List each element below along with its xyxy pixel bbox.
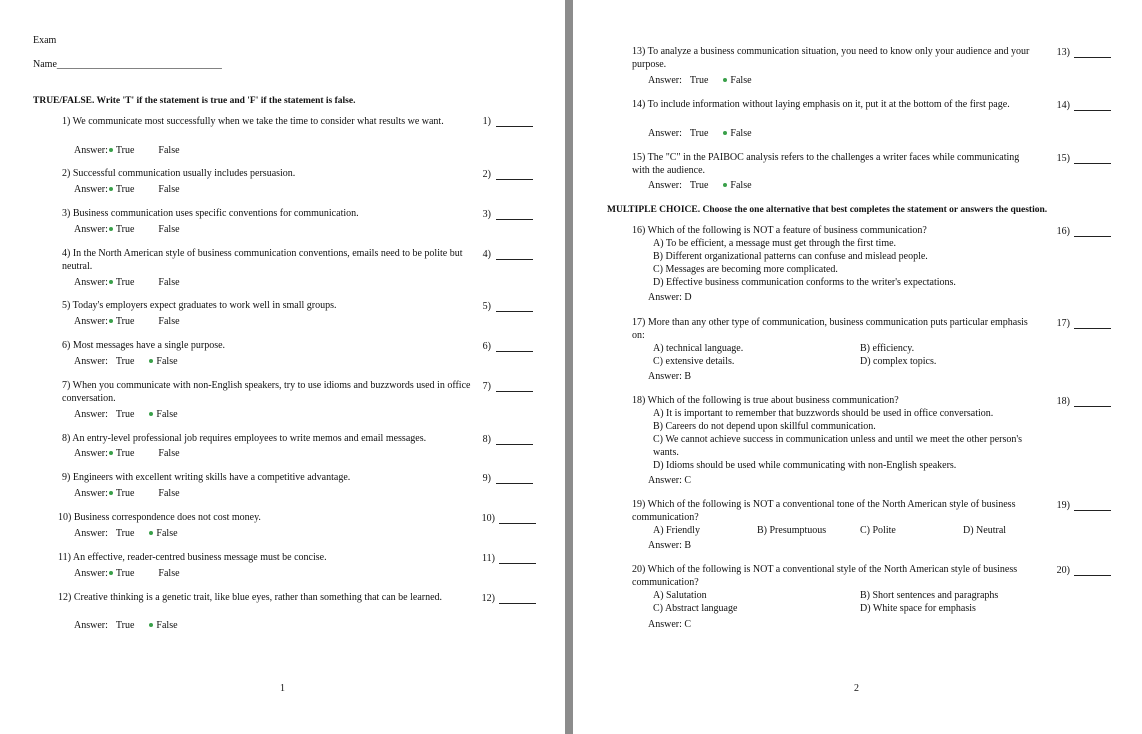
answer-blank[interactable] [1074,406,1111,407]
selected-answer-dot-icon [109,280,113,284]
question-margin-number: 9) [482,473,491,484]
answer-blank[interactable] [496,391,533,392]
option-c: C) Abstract language [653,603,738,614]
question-text: An entry-level professional job requires employees to write memos and email messages. [72,433,427,444]
true-false-section-header: TRUE/FALSE. Write 'T' if the statement is true and 'F' if the statement is false. [33,96,356,106]
answer-blank[interactable] [499,603,536,604]
question-number: 10) [58,512,72,523]
answer-line [74,619,178,632]
answer-label: Answer: [648,128,682,139]
option-d: D) White space for emphasis [860,603,976,614]
answer-blank[interactable] [496,444,533,445]
question-margin-number: 13) [1056,47,1070,58]
question-text: Most messages have a single purpose. [72,340,226,351]
selected-answer-dot-icon [109,187,113,191]
page-number: 1 [280,683,285,694]
option-b: B) Presumptuous [757,525,827,536]
answer-blank[interactable] [499,523,536,524]
question-number: 5) [62,300,71,311]
option-a: A) Salutation [653,590,707,601]
exam-page-2 [573,0,1142,734]
answer-line [648,127,752,140]
false-option: False [158,568,180,579]
answer-line [74,355,178,368]
answer-blank[interactable] [496,219,533,220]
exam-page-1 [0,0,565,734]
answer-blank[interactable] [1074,510,1111,511]
answer-line [74,144,180,157]
selected-answer-dot-icon [149,412,153,416]
question-number: 4) [62,248,71,259]
question-number: 8) [62,433,71,444]
question-margin-number: 3) [482,209,491,220]
answer-blank[interactable] [1074,328,1111,329]
answer-label: Answer: [74,277,108,288]
answer-line: Answer: B [648,540,692,551]
false-option: False [156,620,178,631]
answer-label: Answer: [74,448,108,459]
answer-blank[interactable] [1074,575,1111,576]
question-margin-number: 19) [1056,500,1070,511]
answer-blank[interactable] [1074,57,1111,58]
question-margin-number: 11) [482,553,495,564]
answer-line: Answer: C [648,475,692,486]
true-option: True [115,224,135,235]
answer-line: Answer: D [648,292,692,303]
selected-answer-dot-icon [149,531,153,535]
true-option: True [115,316,135,327]
true-option: True [115,620,135,631]
answer-label: Answer: [648,180,682,191]
answer-label: Answer: [74,568,108,579]
option-a: A) To be efficient, a message must get through the first time. [653,238,897,249]
question-text: An effective, reader-centred business message must be concise. [72,552,327,563]
question-text: Engineers with excellent writing skills have a competitive advantage. [72,472,351,483]
false-option: False [730,75,752,86]
question-text: Business correspondence does not cost money. [73,512,261,523]
question-margin-number: 14) [1056,100,1070,111]
question-number: 13) [632,46,646,57]
false-option: False [158,316,180,327]
question-margin-number: 17) [1056,318,1070,329]
question-text: Which of the following is true about business communication? [647,395,899,406]
false-option: False [158,184,180,195]
question-margin-number: 2) [482,169,491,180]
question-number: 3) [62,208,71,219]
option-c: C) We cannot achieve success in communication unless and until we meet the other person's wants. [653,434,1023,458]
question-margin-number: 16) [1056,226,1070,237]
selected-answer-dot-icon [109,571,113,575]
question-text: Successful communication usually includes persuasion. [72,168,296,179]
selected-answer-dot-icon [149,623,153,627]
false-option: False [730,128,752,139]
question-text: We communicate most successfully when we take the time to consider what results we want. [72,116,444,127]
question-margin-number: 4) [482,249,491,260]
answer-line [74,183,180,196]
name-field-label: Name_________________________________ [33,59,222,70]
question-number: 12) [58,592,72,603]
answer-label: Answer: [74,409,108,420]
answer-line [648,74,752,87]
question-number: 7) [62,380,71,391]
question-text: In the North American style of business communication conventions, emails need to be polite but neutral. [62,248,463,272]
false-option: False [730,180,752,191]
question-margin-number: 6) [482,341,491,352]
selected-answer-dot-icon [109,148,113,152]
answer-line [74,447,180,460]
option-c: C) Messages are becoming more complicated. [653,264,838,275]
false-option: False [156,409,178,420]
question-number: 19) [632,499,646,510]
option-d: D) Neutral [963,525,1007,536]
true-option: True [115,568,135,579]
question-margin-number: 8) [482,434,491,445]
answer-blank[interactable] [1074,236,1111,237]
answer-blank[interactable] [496,351,533,352]
question-margin-number: 10) [481,513,495,524]
question-margin-number: 12) [481,593,495,604]
answer-blank[interactable] [1074,163,1111,164]
question-margin-number: 20) [1056,565,1070,576]
true-option: True [689,75,709,86]
true-option: True [115,145,135,156]
selected-answer-dot-icon [723,131,727,135]
true-option: True [115,448,135,459]
option-c: C) extensive details. [653,356,735,367]
false-option: False [158,277,180,288]
selected-answer-dot-icon [723,78,727,82]
answer-blank[interactable] [499,563,536,564]
question-number: 6) [62,340,71,351]
true-option: True [115,356,135,367]
true-option: True [115,409,135,420]
option-d: D) complex topics. [860,356,937,367]
answer-line [74,223,180,236]
question-number: 17) [632,317,646,328]
option-a: A) Friendly [653,525,700,536]
answer-label: Answer: [74,488,108,499]
answer-blank[interactable] [496,126,533,127]
question-text: Which of the following is NOT a conventional style of the North American style of business communication? [632,564,1018,588]
true-option: True [115,528,135,539]
selected-answer-dot-icon [109,451,113,455]
question-text: Business communication uses specific conventions for communication. [72,208,359,219]
answer-line: Answer: C [648,619,692,630]
selected-answer-dot-icon [109,491,113,495]
true-option: True [115,277,135,288]
question-text: Which of the following is NOT a feature of business communication? [647,225,927,236]
option-b: B) Short sentences and paragraphs [860,590,999,601]
answer-blank[interactable] [496,483,533,484]
question-margin-number: 7) [482,381,491,392]
question-text: When you communicate with non-English speakers, try to use idioms and buzzwords used in office conversation. [62,380,471,404]
answer-label: Answer: [74,316,108,327]
answer-label: Answer: [74,528,108,539]
answer-blank[interactable] [496,259,533,260]
true-option: True [689,128,709,139]
false-option: False [158,145,180,156]
answer-line [74,487,180,500]
answer-line [648,179,752,192]
question-margin-number: 1) [482,116,491,127]
question-number: 11) [58,552,71,563]
question-text: Today's employers expect graduates to work well in small groups. [72,300,337,311]
question-margin-number: 5) [482,301,491,312]
false-option: False [158,448,180,459]
option-a: A) technical language. [653,343,744,354]
option-b: B) efficiency. [860,343,915,354]
question-margin-number: 15) [1056,153,1070,164]
question-number: 20) [632,564,646,575]
selected-answer-dot-icon [149,359,153,363]
answer-line [74,567,180,580]
selected-answer-dot-icon [109,319,113,323]
selected-answer-dot-icon [109,227,113,231]
true-option: True [115,488,135,499]
question-text: To analyze a business communication situation, you need to know only your audience and your purpose. [632,46,1030,70]
answer-blank[interactable] [496,311,533,312]
answer-label: Answer: [74,145,108,156]
answer-line [74,315,180,328]
answer-label: Answer: [74,620,108,631]
answer-line: Answer: B [648,371,692,382]
answer-line [74,276,180,289]
option-a: A) It is important to remember that buzzwords should be used in office conversation. [653,408,994,419]
option-b: B) Careers do not depend upon skillful communication. [653,421,876,432]
option-d: D) Effective business communication conforms to the writer's expectations. [653,277,956,288]
question-number: 1) [62,116,71,127]
answer-label: Answer: [74,356,108,367]
answer-line [74,408,178,421]
page-number: 2 [854,683,859,694]
answer-blank[interactable] [496,179,533,180]
question-number: 14) [632,99,646,110]
question-text: To include information without laying emphasis on it, put it at the bottom of the first page. [647,99,1010,110]
selected-answer-dot-icon [723,183,727,187]
answer-label: Answer: [74,224,108,235]
false-option: False [158,488,180,499]
exam-title: Exam [33,35,57,46]
true-option: True [689,180,709,191]
multiple-choice-section-header: MULTIPLE CHOICE. Choose the one alternative that best completes the statement or answers the question. [607,205,1048,215]
option-c: C) Polite [860,525,896,536]
answer-label: Answer: [74,184,108,195]
false-option: False [156,528,178,539]
question-number: 18) [632,395,646,406]
true-option: True [115,184,135,195]
question-text: The "C" in the PAIBOC analysis refers to the challenges a writer faces while communicating with the audience. [632,152,1020,176]
question-margin-number: 18) [1056,396,1070,407]
option-b: B) Different organizational patterns can confuse and mislead people. [653,251,928,262]
false-option: False [158,224,180,235]
false-option: False [156,356,178,367]
question-number: 9) [62,472,71,483]
answer-blank[interactable] [1074,110,1111,111]
option-d: D) Idioms should be used while communicating with non-English speakers. [653,460,957,471]
question-text: Creative thinking is a genetic trait, like blue eyes, rather than something that can be learned. [73,592,443,603]
answer-line [74,527,178,540]
question-number: 16) [632,225,646,236]
question-number: 2) [62,168,71,179]
question-number: 15) [632,152,646,163]
question-text: Which of the following is NOT a conventional tone of the North American style of business communication? [632,499,1016,523]
question-text: More than any other type of communication, business communication puts particular emphasis on: [632,317,1028,341]
answer-label: Answer: [648,75,682,86]
